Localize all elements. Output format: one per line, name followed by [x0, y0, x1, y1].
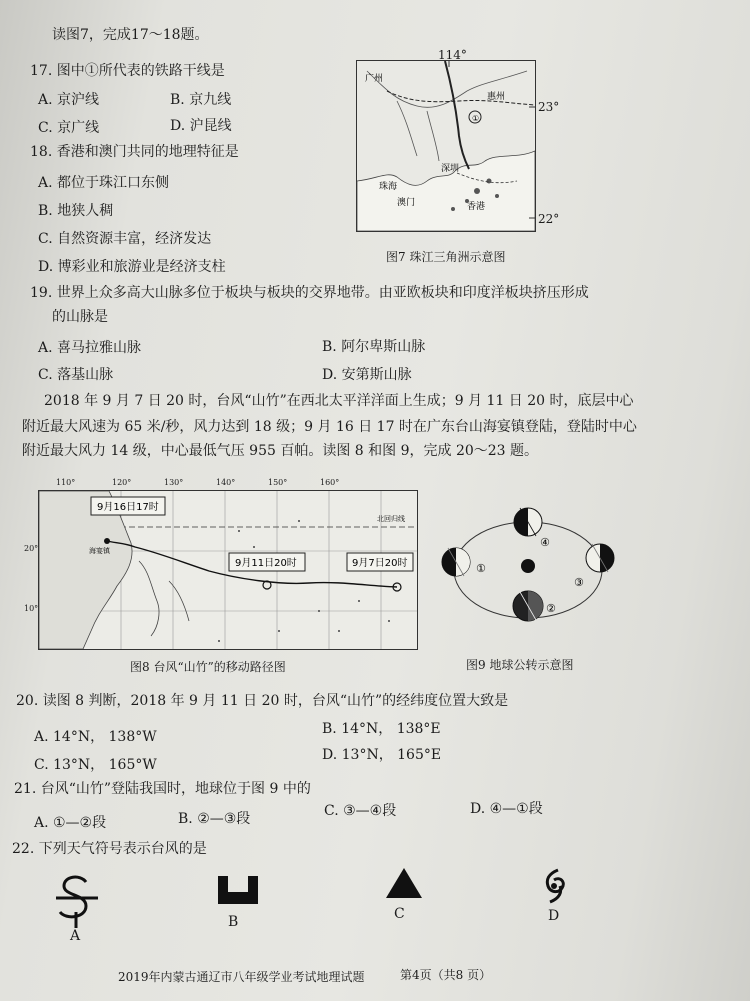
fig8-lon-140: 140° [216, 478, 236, 487]
q17-stem: 17. 图中①所代表的铁路干线是 [30, 63, 225, 79]
q19-stem-line2: 的山脉是 [52, 309, 108, 325]
fig7-lon: 114° [438, 48, 467, 62]
q17-option-c[interactable]: C. 京广线 [38, 120, 100, 136]
fig7-caption: 图7 珠江三角洲示意图 [386, 250, 506, 264]
fig9-position-2: ② [546, 602, 556, 615]
q19-option-c[interactable]: C. 落基山脉 [38, 367, 114, 383]
q18-stem: 18. 香港和澳门共同的地理特征是 [30, 144, 239, 160]
fig8-map [38, 490, 418, 650]
fig7-label-huizhou: 惠州 [487, 92, 506, 102]
q20-option-d[interactable]: D. 13°N， 165°E [322, 747, 442, 763]
q20-option-b[interactable]: B. 14°N， 138°E [322, 721, 441, 737]
q17-option-d[interactable]: D. 沪昆线 [170, 118, 232, 134]
q21-option-b[interactable]: B. ②—③段 [178, 811, 251, 827]
passage-line-1: 2018 年 9 月 7 日 20 时，台风“山竹”在西北太平洋洋面上生成；9 月 11 日 20 时，底层中心 [44, 393, 634, 409]
fig9-position-4: ④ [540, 536, 550, 549]
fig8-label-sep11: 9月11日20时 [235, 558, 297, 569]
fig7-label-shenzhen: 深圳 [441, 164, 460, 174]
q21-option-a[interactable]: A. ①—②段 [34, 815, 107, 831]
q20-option-a[interactable]: A. 14°N， 138°W [34, 729, 157, 745]
q19-option-d[interactable]: D. 安第斯山脉 [322, 367, 412, 383]
q22-option-d[interactable]: D [548, 908, 560, 924]
fig8-lat-20: 20° [24, 544, 39, 553]
q21-stem: 21. 台风“山竹”登陆我国时，地球位于图 9 中的 [14, 781, 311, 797]
q21-option-d[interactable]: D. ④—①段 [470, 801, 543, 817]
symbol-c-icon[interactable] [384, 866, 424, 900]
fig7-lat-bottom: 22° [538, 212, 560, 226]
footer-title: 2019年内蒙古通辽市八年级学业考试地理试题 [118, 970, 365, 984]
q22-stem: 22. 下列天气符号表示台风的是 [12, 841, 207, 857]
fig8-lat-10: 10° [24, 604, 39, 613]
q22-option-a[interactable]: A [70, 928, 81, 944]
fig7-label-guangzhou: 广州 [365, 74, 384, 84]
fig7-map-drawing [357, 61, 535, 231]
q18-option-a[interactable]: A. 都位于珠江口东侧 [38, 175, 170, 191]
fig8-lon-120: 120° [112, 478, 132, 487]
fig8-map-drawing [39, 491, 417, 649]
q20-option-c[interactable]: C. 13°N， 165°W [34, 757, 157, 773]
q19-option-a[interactable]: A. 喜马拉雅山脉 [38, 340, 142, 356]
fig7-lat-top: 23° [538, 100, 560, 114]
q18-option-b[interactable]: B. 地狭人稠 [38, 203, 114, 219]
fig9-drawing [430, 500, 630, 640]
fig7-label-macau: 澳门 [397, 198, 416, 208]
fig8-lon-110: 110° [56, 478, 76, 487]
fig8-label-tropic: 北回归线 [377, 515, 405, 523]
passage-line-3: 附近最大风力 14 级，中心最低气压 955 百帕。读图 8 和图 9，完成 20～23 题。 [22, 443, 539, 459]
typhoon-symbol-icon[interactable] [540, 868, 568, 904]
q22-option-c[interactable]: C [394, 906, 405, 922]
fig8-label-haiyan: 海宴镇 [89, 547, 110, 555]
q21-option-c[interactable]: C. ③—④段 [324, 803, 397, 819]
fig7-label-hongkong: 香港 [467, 202, 486, 212]
q17-option-a[interactable]: A. 京沪线 [38, 92, 100, 108]
fig9-position-1: ① [476, 562, 486, 575]
q18-option-c[interactable]: C. 自然资源丰富，经济发达 [38, 231, 212, 247]
fig8-lon-130: 130° [164, 478, 184, 487]
fig7-map [356, 60, 536, 232]
symbol-a-icon[interactable] [52, 872, 102, 928]
fig9-diagram [430, 500, 630, 640]
q20-stem: 20. 读图 8 判断，2018 年 9 月 11 日 20 时，台风“山竹”的经纬度位置大致是 [16, 693, 509, 709]
q19-stem-line1: 19. 世界上众多高大山脉多位于板块与板块的交界地带。由亚欧板块和印度洋板块挤压形成 [30, 285, 589, 301]
passage-line-2: 附近最大风速为 65 米/秒，风力达到 18 级；9 月 16 日 17 时在广东台山海宴镇登陆，登陆时中心 [22, 419, 637, 435]
fig7-label-1: ① [472, 114, 480, 123]
fig8-label-sep7: 9月7日20时 [352, 558, 408, 569]
symbol-b-icon[interactable] [214, 874, 262, 908]
q19-option-b[interactable]: B. 阿尔卑斯山脉 [322, 339, 426, 355]
fig9-position-3: ③ [574, 576, 584, 589]
fig9-caption: 图9 地球公转示意图 [466, 658, 574, 672]
q22-option-b[interactable]: B [228, 914, 239, 930]
fig8-label-sep16: 9月16日17时 [97, 502, 159, 513]
fig7-label-zhuhai: 珠海 [379, 182, 398, 192]
footer-page: 第4页（共8 页） [400, 968, 492, 982]
fig8-lon-150: 150° [268, 478, 288, 487]
q18-option-d[interactable]: D. 博彩业和旅游业是经济支柱 [38, 259, 226, 275]
fig8-caption: 图8 台风“山竹”的移动路径图 [130, 660, 286, 674]
q17-option-b[interactable]: B. 京九线 [170, 92, 232, 108]
intro-fig7: 读图7，完成17～18题。 [52, 27, 209, 43]
fig8-lon-160: 160° [320, 478, 340, 487]
